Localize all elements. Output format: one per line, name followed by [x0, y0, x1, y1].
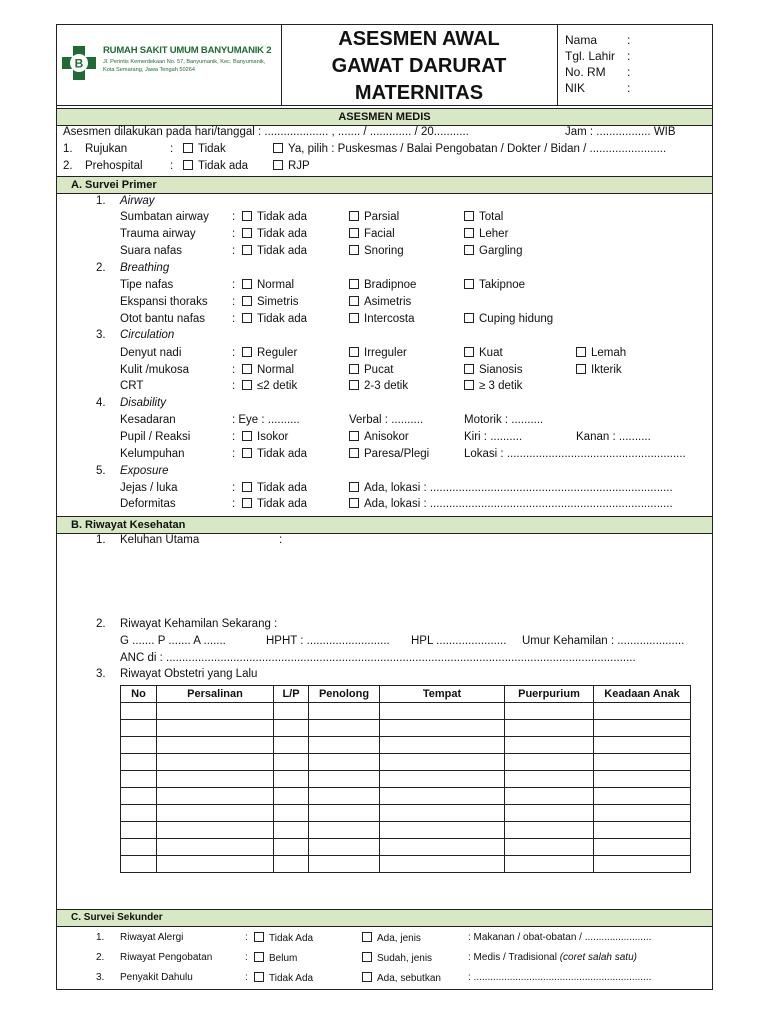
- breathing-title: Breathing: [120, 262, 170, 274]
- trauma-airway-facial[interactable]: Facial: [349, 228, 395, 240]
- checkbox-icon[interactable]: [273, 160, 283, 170]
- checkbox-icon[interactable]: [349, 211, 359, 221]
- checkbox-icon[interactable]: [362, 932, 372, 942]
- table-cell[interactable]: [505, 720, 594, 737]
- table-cell[interactable]: [309, 788, 380, 805]
- checkbox-icon[interactable]: [242, 482, 252, 492]
- table-cell[interactable]: [505, 737, 594, 754]
- patient-field-no-rm: No. RM: [565, 65, 606, 79]
- table-cell[interactable]: [274, 805, 309, 822]
- penyakit-dahulu-num: 3.: [96, 972, 105, 983]
- kesadaran-label: Kesadaran: [120, 414, 176, 426]
- rujukan-num: 1.: [63, 143, 73, 155]
- denyut-nadi-label: Denyut nadi: [120, 347, 182, 359]
- checkbox-icon[interactable]: [362, 972, 372, 982]
- checkbox-icon[interactable]: [242, 347, 252, 357]
- checkbox-icon[interactable]: [273, 143, 283, 153]
- col-puerpurium: Puerpurium: [505, 686, 594, 703]
- jejas-ada-lokasi[interactable]: Ada, lokasi : ............................................................................: [349, 482, 673, 494]
- otot-bantu-cuping-hidung[interactable]: Cuping hidung: [464, 313, 553, 325]
- table-cell[interactable]: [121, 737, 157, 754]
- hospital-address: [103, 58, 281, 74]
- circulation-num: 3.: [96, 329, 106, 341]
- hospital-address-line1: Jl. Perintis Kemerdekaan No. 57, Banyumanik, Kec. Banyumanik,: [103, 59, 266, 65]
- checkbox-icon[interactable]: [349, 498, 359, 508]
- crt-2-3[interactable]: 2-3 detik: [349, 380, 408, 392]
- kelumpuhan-lokasi[interactable]: Lokasi : ........................................................: [464, 448, 686, 460]
- patient-field-nik: NIK: [565, 81, 586, 95]
- otot-bantu-nafas-label: Otot bantu nafas: [120, 313, 206, 325]
- checkbox-icon[interactable]: [349, 313, 359, 323]
- table-cell[interactable]: [157, 737, 274, 754]
- hospital-address-line2: Kota Semarang, Jawa Tengah 50264: [103, 67, 195, 73]
- denyut-nadi-reguler[interactable]: Reguler: [242, 347, 297, 359]
- assessment-date-line[interactable]: Asesmen dilakukan pada hari/tanggal : .................... , ....... / ............. / 20...........: [63, 126, 469, 138]
- table-cell[interactable]: [380, 822, 505, 839]
- patient-identity: Nama : Tgl. Lahir : No. RM : NIK :: [565, 33, 631, 95]
- ekspansi-thoraks-label: Ekspansi thoraks: [120, 296, 208, 308]
- table-cell[interactable]: [594, 805, 691, 822]
- survei-sekunder-bar: C. Survei Sekunder: [57, 909, 712, 927]
- checkbox-icon[interactable]: [242, 431, 252, 441]
- table-cell[interactable]: [309, 754, 380, 771]
- table-cell[interactable]: [157, 805, 274, 822]
- prehospital-tidak-ada-option[interactable]: Tidak ada: [183, 160, 248, 172]
- checkbox-icon[interactable]: [464, 211, 474, 221]
- table-row: [121, 720, 691, 737]
- table-cell[interactable]: [157, 856, 274, 873]
- col-lp: L/P: [274, 686, 309, 703]
- table-cell[interactable]: [505, 822, 594, 839]
- pupil-kiri[interactable]: Kiri : ..........: [464, 431, 523, 443]
- checkbox-icon[interactable]: [242, 313, 252, 323]
- jejas-tidak-ada[interactable]: Tidak ada: [242, 482, 307, 494]
- obstetri-table-header: [121, 686, 691, 703]
- table-cell[interactable]: [594, 737, 691, 754]
- keluhan-utama-label: Keluhan Utama: [120, 534, 200, 546]
- table-cell[interactable]: [157, 720, 274, 737]
- otot-bantu-intercosta[interactable]: Intercosta: [349, 313, 415, 325]
- checkbox-icon[interactable]: [254, 972, 264, 982]
- airway-title: Airway: [120, 195, 155, 207]
- checkbox-icon[interactable]: [464, 313, 474, 323]
- kulit-mukosa-ikterik[interactable]: Ikterik: [576, 364, 622, 376]
- table-cell[interactable]: [309, 822, 380, 839]
- airway-num: 1.: [96, 195, 106, 207]
- prehospital-rjp-option[interactable]: RJP: [273, 160, 310, 172]
- penyakit-dahulu-detail[interactable]: : ................................................................: [468, 972, 652, 983]
- obstetri-table: [120, 685, 691, 873]
- tipe-nafas-takipnoe[interactable]: Takipnoe: [464, 279, 525, 291]
- penyakit-dahulu-label: Penyakit Dahulu: [120, 972, 193, 983]
- table-cell[interactable]: [594, 839, 691, 856]
- checkbox-icon[interactable]: [464, 347, 474, 357]
- alergi-label: Riwayat Alergi: [120, 932, 184, 943]
- table-cell[interactable]: [157, 754, 274, 771]
- disability-title: Disability: [120, 397, 167, 409]
- table-cell[interactable]: [594, 754, 691, 771]
- checkbox-icon[interactable]: [576, 364, 586, 374]
- table-cell[interactable]: [274, 856, 309, 873]
- table-cell[interactable]: [274, 703, 309, 720]
- jejas-luka-label: Jejas / luka: [120, 482, 178, 494]
- table-cell[interactable]: [309, 720, 380, 737]
- sumbatan-airway-total[interactable]: Total: [464, 211, 503, 223]
- checkbox-icon[interactable]: [464, 245, 474, 255]
- table-cell[interactable]: [121, 720, 157, 737]
- obstetri-num: 3.: [96, 668, 106, 680]
- table-cell[interactable]: [309, 737, 380, 754]
- checkbox-icon[interactable]: [464, 279, 474, 289]
- table-cell[interactable]: [274, 737, 309, 754]
- checkbox-icon[interactable]: [464, 380, 474, 390]
- logo-letter: B: [74, 56, 84, 71]
- kehamilan-label: Riwayat Kehamilan Sekarang :: [120, 618, 278, 630]
- table-cell[interactable]: [157, 771, 274, 788]
- suara-nafas-tidak-ada[interactable]: Tidak ada: [242, 245, 307, 257]
- col-keadaan-anak: Keadaan Anak: [594, 686, 691, 703]
- pengobatan-note: (coret salah satu): [559, 952, 637, 963]
- kehamilan-hpht[interactable]: HPHT : ..........................: [266, 635, 390, 647]
- checkbox-icon[interactable]: [349, 279, 359, 289]
- form-title: [281, 25, 558, 106]
- kulit-mukosa-label: Kulit /mukosa: [120, 364, 190, 376]
- kelumpuhan-tidak-ada[interactable]: Tidak ada: [242, 448, 307, 460]
- table-cell[interactable]: [380, 703, 505, 720]
- exposure-title: Exposure: [120, 465, 169, 477]
- table-cell[interactable]: [121, 788, 157, 805]
- crt-ge-3[interactable]: ≥ 3 detik: [464, 380, 522, 392]
- checkbox-icon[interactable]: [349, 245, 359, 255]
- checkbox-icon[interactable]: [464, 364, 474, 374]
- keluhan-colon: :: [279, 534, 283, 546]
- prehospital-num: 2.: [63, 160, 73, 172]
- table-cell[interactable]: [505, 788, 594, 805]
- checkbox-icon[interactable]: [349, 482, 359, 492]
- table-row: [121, 839, 691, 856]
- kelumpuhan-paresa-plegi[interactable]: Paresa/Plegi: [349, 448, 429, 460]
- alergi-ada-jenis[interactable]: Ada, jenis: [362, 932, 421, 944]
- checkbox-icon[interactable]: [183, 143, 193, 153]
- table-cell[interactable]: [594, 771, 691, 788]
- pengobatan-label: Riwayat Pengobatan: [120, 952, 213, 963]
- kulit-mukosa-sianosis[interactable]: Sianosis: [464, 364, 522, 376]
- title-line2: GAWAT DARURAT: [331, 55, 507, 77]
- keluhan-num: 1.: [96, 534, 106, 546]
- col-persalinan: Persalinan: [157, 686, 274, 703]
- sumbatan-airway-parsial[interactable]: Parsial: [349, 211, 399, 223]
- sumbatan-airway-label: Sumbatan airway: [120, 211, 209, 223]
- rujukan-ya-option[interactable]: Ya, pilih : Puskesmas / Balai Pengobatan / Dokter / Bidan / ........................: [273, 143, 666, 155]
- pupil-anisokor[interactable]: Anisokor: [349, 431, 409, 443]
- survei-primer-bar: A. Survei Primer: [57, 176, 712, 194]
- trauma-airway-label: Trauma airway: [120, 228, 196, 240]
- trauma-airway-leher[interactable]: Leher: [464, 228, 508, 240]
- pengobatan-detail[interactable]: : Medis / Tradisional (coret salah satu): [468, 952, 637, 963]
- kehamilan-umur[interactable]: Umur Kehamilan : .....................: [522, 635, 685, 647]
- table-cell[interactable]: [380, 805, 505, 822]
- table-cell[interactable]: [505, 805, 594, 822]
- hospital-logo-icon: [61, 45, 97, 81]
- checkbox-icon[interactable]: [349, 347, 359, 357]
- table-cell[interactable]: [157, 839, 274, 856]
- pupil-kanan[interactable]: Kanan : ..........: [576, 431, 651, 443]
- checkbox-icon[interactable]: [242, 211, 252, 221]
- suara-nafas-label: Suara nafas: [120, 245, 183, 257]
- checkbox-icon[interactable]: [349, 448, 359, 458]
- checkbox-icon[interactable]: [242, 380, 252, 390]
- denyut-nadi-lemah[interactable]: Lemah: [576, 347, 626, 359]
- checkbox-icon[interactable]: [242, 296, 252, 306]
- checkbox-icon[interactable]: [242, 498, 252, 508]
- pupil-reaksi-label: Pupil / Reaksi: [120, 431, 191, 443]
- kehamilan-gpa[interactable]: G ....... P ....... A .......: [120, 635, 226, 647]
- table-cell[interactable]: [121, 771, 157, 788]
- checkbox-icon[interactable]: [242, 448, 252, 458]
- table-row: [121, 788, 691, 805]
- tipe-nafas-label: Tipe nafas: [120, 279, 174, 291]
- kehamilan-anc[interactable]: ANC di : ...................................................................................................................................................: [120, 652, 636, 664]
- crt-label: CRT: [120, 380, 144, 392]
- table-cell[interactable]: [274, 771, 309, 788]
- table-row: [121, 737, 691, 754]
- breathing-num: 2.: [96, 262, 106, 274]
- table-row: [121, 703, 691, 720]
- table-cell[interactable]: [274, 720, 309, 737]
- table-cell[interactable]: [380, 839, 505, 856]
- table-cell[interactable]: [594, 720, 691, 737]
- table-cell[interactable]: [274, 839, 309, 856]
- title-line1: ASESMEN AWAL: [338, 28, 500, 50]
- suara-nafas-gargling[interactable]: Gargling: [464, 245, 522, 257]
- table-cell[interactable]: [309, 856, 380, 873]
- rujukan-tidak-option[interactable]: Tidak: [183, 143, 226, 155]
- checkbox-icon[interactable]: [349, 431, 359, 441]
- kulit-mukosa-pucat[interactable]: Pucat: [349, 364, 393, 376]
- penyakit-dahulu-ada-sebutkan[interactable]: Ada, sebutkan: [362, 972, 441, 984]
- denyut-nadi-irreguler[interactable]: Irreguler: [349, 347, 407, 359]
- table-cell[interactable]: [121, 805, 157, 822]
- alergi-detail[interactable]: : Makanan / obat-obatan / ........................: [468, 932, 652, 943]
- pengobatan-belum[interactable]: Belum: [254, 952, 297, 964]
- exposure-num: 5.: [96, 465, 106, 477]
- kelumpuhan-label: Kelumpuhan: [120, 448, 185, 460]
- kehamilan-hpl[interactable]: HPL ......................: [411, 635, 507, 647]
- table-cell[interactable]: [594, 788, 691, 805]
- kesadaran-verbal[interactable]: Verbal : ..........: [349, 414, 424, 426]
- table-cell[interactable]: [274, 788, 309, 805]
- deformitas-ada-lokasi[interactable]: Ada, lokasi : ............................................................................: [349, 498, 673, 510]
- table-cell[interactable]: [380, 737, 505, 754]
- alergi-num: 1.: [96, 932, 105, 943]
- deformitas-tidak-ada[interactable]: Tidak ada: [242, 498, 307, 510]
- table-cell[interactable]: [274, 754, 309, 771]
- table-row: [121, 822, 691, 839]
- table-row: [121, 771, 691, 788]
- pengobatan-num: 2.: [96, 952, 105, 963]
- table-cell[interactable]: [157, 703, 274, 720]
- hospital-name: RUMAH SAKIT UMUM BANYUMANIK 2: [103, 45, 272, 56]
- checkbox-icon[interactable]: [362, 952, 372, 962]
- table-cell[interactable]: [309, 703, 380, 720]
- table-cell[interactable]: [505, 703, 594, 720]
- table-cell[interactable]: [594, 703, 691, 720]
- circulation-title: Circulation: [120, 329, 175, 341]
- kulit-mukosa-normal[interactable]: Normal: [242, 364, 294, 376]
- checkbox-icon[interactable]: [254, 932, 264, 942]
- penyakit-dahulu-tidak-ada[interactable]: Tidak Ada: [254, 972, 313, 984]
- prehospital-label: Prehospital: [85, 160, 143, 172]
- table-cell[interactable]: [121, 839, 157, 856]
- table-cell[interactable]: [309, 839, 380, 856]
- assessment-time-line[interactable]: Jam : ................. WIB: [565, 126, 676, 138]
- kehamilan-num: 2.: [96, 618, 106, 630]
- table-cell[interactable]: [309, 805, 380, 822]
- table-cell[interactable]: [505, 771, 594, 788]
- table-cell[interactable]: [505, 839, 594, 856]
- checkbox-icon[interactable]: [576, 347, 586, 357]
- pengobatan-sudah-jenis[interactable]: Sudah, jenis: [362, 952, 432, 964]
- table-cell[interactable]: [380, 720, 505, 737]
- checkbox-icon[interactable]: [183, 160, 193, 170]
- riwayat-kesehatan-bar: B. Riwayat Kesehatan: [57, 516, 712, 534]
- checkbox-icon[interactable]: [242, 245, 252, 255]
- form-header: [57, 25, 712, 106]
- kesadaran-motorik[interactable]: Motorik : ..........: [464, 414, 544, 426]
- table-cell[interactable]: [505, 754, 594, 771]
- table-cell[interactable]: [309, 771, 380, 788]
- table-cell[interactable]: [121, 703, 157, 720]
- patient-field-tgl-lahir: Tgl. Lahir: [565, 49, 616, 63]
- table-cell[interactable]: [505, 856, 594, 873]
- checkbox-icon[interactable]: [242, 279, 252, 289]
- crt-le-2[interactable]: ≤2 detik: [242, 380, 297, 392]
- table-cell[interactable]: [380, 856, 505, 873]
- patient-field-nama: Nama: [565, 33, 598, 47]
- table-cell[interactable]: [274, 822, 309, 839]
- suara-nafas-snoring[interactable]: Snoring: [349, 245, 404, 257]
- ekspansi-thoraks-simetris[interactable]: Simetris: [242, 296, 299, 308]
- table-cell[interactable]: [121, 856, 157, 873]
- table-cell[interactable]: [380, 754, 505, 771]
- checkbox-icon[interactable]: [349, 296, 359, 306]
- table-row: [121, 856, 691, 873]
- checkbox-icon[interactable]: [464, 228, 474, 238]
- table-cell[interactable]: [380, 771, 505, 788]
- table-row: [121, 754, 691, 771]
- otot-bantu-tidak-ada[interactable]: Tidak ada: [242, 313, 307, 325]
- checkbox-icon[interactable]: [242, 364, 252, 374]
- disability-num: 4.: [96, 397, 106, 409]
- asesmen-medis-bar: ASESMEN MEDIS: [57, 108, 712, 126]
- checkbox-icon[interactable]: [349, 364, 359, 374]
- checkbox-icon[interactable]: [349, 228, 359, 238]
- pupil-isokor[interactable]: Isokor: [242, 431, 288, 443]
- obstetri-label: Riwayat Obstetri yang Lalu: [120, 668, 258, 680]
- deformitas-label: Deformitas: [120, 498, 176, 510]
- alergi-tidak-ada[interactable]: Tidak Ada: [254, 932, 313, 944]
- checkbox-icon[interactable]: [349, 380, 359, 390]
- tipe-nafas-bradipnoe[interactable]: Bradipnoe: [349, 279, 416, 291]
- sumbatan-airway-tidak-ada[interactable]: Tidak ada: [242, 211, 307, 223]
- table-cell[interactable]: [157, 822, 274, 839]
- hospital-logo-cell: [57, 25, 282, 105]
- checkbox-icon[interactable]: [242, 228, 252, 238]
- denyut-nadi-kuat[interactable]: Kuat: [464, 347, 503, 359]
- ekspansi-thoraks-asimetris[interactable]: Asimetris: [349, 296, 411, 308]
- table-cell[interactable]: [594, 856, 691, 873]
- tipe-nafas-normal[interactable]: Normal: [242, 279, 294, 291]
- table-row: [121, 805, 691, 822]
- kesadaran-eye[interactable]: : Eye : ..........: [232, 414, 300, 426]
- table-cell[interactable]: [157, 788, 274, 805]
- table-cell[interactable]: [594, 822, 691, 839]
- trauma-airway-tidak-ada[interactable]: Tidak ada: [242, 228, 307, 240]
- col-no: No: [121, 686, 157, 703]
- form-sheet: B RUMAH SAKIT UMUM BANYUMANIK 2 Jl. Perintis Kemerdekaan No. 57, Banyumanik, Kec. Banyumanik, Kota Semarang, Jawa Tengah 50264 ASESMEN AWAL GAWAT DARURAT MATERNITAS Nama : Tgl. Lahir : No. RM : NIK : ASESMEN MEDIS Asesmen dilakukan pada hari/tanggal : .................... , ....... / ............. / 20........... Jam : ................. WIB 1. Rujukan : Tidak Ya, pilih : Puskesmas / Balai Pengobatan / Dokter / Bidan / ........................ 2. Prehospital : Tidak ada RJP A. Survei Primer 1. Airway Sumbatan airway : Tidak ada Parsial Total Trauma airway : Tidak ada Facial Leher Suara nafas : Tidak ada Snoring Gargling 2. Breathing Tipe nafas : Normal Bradipnoe Takipnoe Ekspansi thoraks : Simetris Asimetris Otot bantu nafas : Tidak ada Intercosta Cuping hidung 3. Circulation Denyut nadi : Reguler Irreguler Kuat Lemah Kulit /mukosa : Normal Pucat Sianosis Ikterik CRT : ≤2 detik 2-3 detik ≥ 3 detik 4. Disability Kesadaran : Eye : .......... Verbal : .......... Motorik : .......... Pupil / Reaksi : Isokor Anisokor Kiri : .......... Kanan : .......... Kelumpuhan : Tidak ada Paresa/Plegi Lokasi : ........................................................ 5. Exposure Jejas / luka : Tidak ada Ada, lokasi : ............................................................................ Deformitas : Tidak ada Ada, lokasi : ............................................................................ B. Riwayat Kesehatan 1. Keluhan Utama : 2. Riwayat Kehamilan Sekarang : G ....... P ....... A ....... HPHT : .......................... HPL ...................... Umur Kehamilan : ..................... ANC di : ................................................................................................................................................... 3. Riwayat Obstetri yang Lalu No Persalinan L/P Penolong Tempat Puerpurium Keadaan Anak C. Survei Sekunder 1. Riwayat Alergi : Tidak Ada Ada, jenis : Makanan / obat-obatan / ........................ 2. Riwayat Pengobatan : Belum Sudah, jenis : Medis / Tradisional (coret salah satu) 3. Penyakit Dahulu : Tidak Ada Ada, sebutkan : ................................................................: [56, 24, 713, 990]
- col-penolong: Penolong: [309, 686, 380, 703]
- table-cell[interactable]: [121, 754, 157, 771]
- col-tempat: Tempat: [380, 686, 505, 703]
- rujukan-label: Rujukan: [85, 143, 128, 155]
- table-cell[interactable]: [380, 788, 505, 805]
- title-line3: MATERNITAS: [354, 82, 484, 104]
- table-cell[interactable]: [121, 822, 157, 839]
- checkbox-icon[interactable]: [254, 952, 264, 962]
